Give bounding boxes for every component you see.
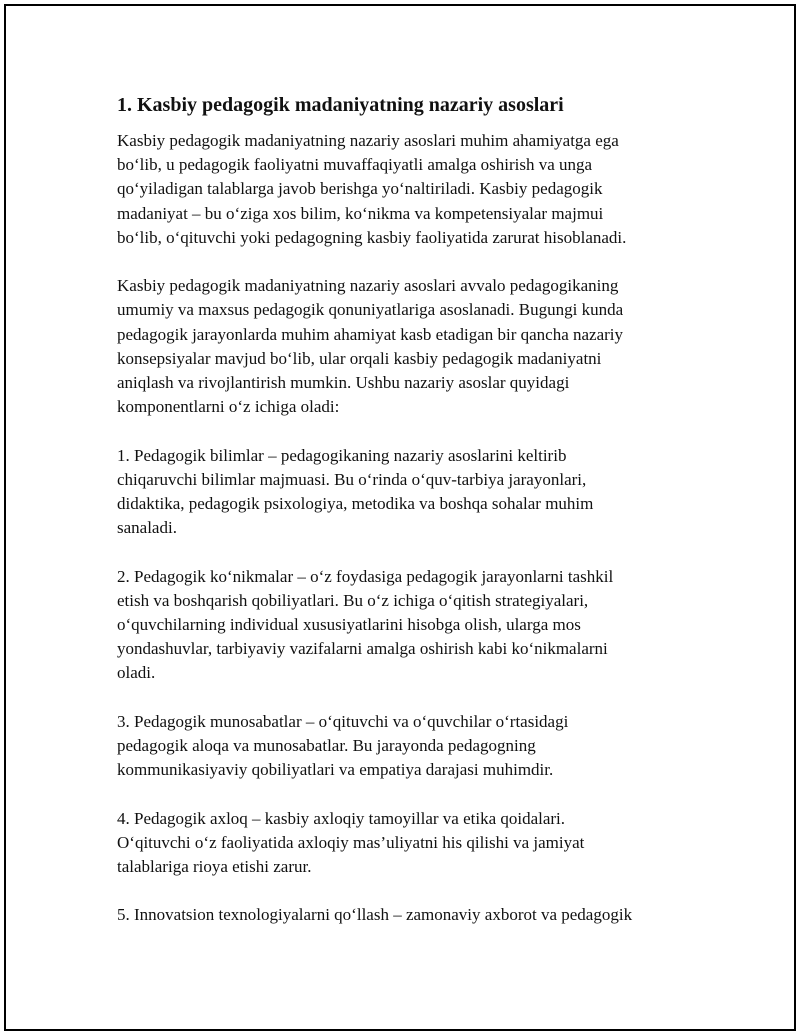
list-item-pedagogical-skills: 2. Pedagogik ko‘nikmalar – o‘z foydasiga pedagogik jarayonlarni tashkil etish va boshqarish qobiliyatlari. Bu o‘z ichiga o‘qitish strategiyalari, o‘quvchilarning individual xususiyatlarini hisobga olish, ularga mos yondashuvlar, tarbiyaviy vazifalarni amalga oshirish kabi ko‘nikmalarni oladi.	[117, 566, 614, 683]
list-item-pedagogical-relations: 3. Pedagogik munosabatlar – o‘qituvchi va o‘quvchilar o‘rtasidagi pedagogik aloqa va munosabatlar. Bu jarayonda pedagogning kommunikasiyaviy qobiliyatlari va empatiya darajasi muhimdir.	[117, 711, 569, 780]
document-body	[117, 92, 697, 952]
paragraph-intro: Kasbiy pedagogik madaniyatning nazariy asoslari muhim ahamiyatga ega bo‘lib, u pedagogik faoliyatni muvaffaqiyatli amalga oshirish va unga qo‘yiladigan talablarga javob berishga yo‘naltiriladi. Kasbiy pedagogik madaniyat – bu o‘ziga xos bilim, ko‘nikma va kompetensiyalar majmui bo‘lib, o‘qituvchi yoki pedagogning kasbiy faoliyatida zarurat hisoblanadi.	[117, 131, 627, 247]
list-item-pedagogical-ethics: 4. Pedagogik axloq – kasbiy axloqiy tamoyillar va etika qoidalari. O‘qituvchi o‘z faoliyatida axloqiy mas’uliyatni his qilishi va jamiyat talablariga rioya etishi zarur.	[117, 808, 585, 877]
paragraph-foundations: Kasbiy pedagogik madaniyatning nazariy asoslari avvalo pedagogikaning umumiy va maxsus pedagogik qonuniyatlariga asoslanadi. Bugungi kunda pedagogik jarayonlarda muhim ahamiyat kasb etadigan bir qancha nazariy konsepsiyalar mavjud bo‘lib, ular orqali kasbiy pedagogik madaniyatni aniqlash va rivojlantirish mumkin. Ushbu nazariy asoslar quyidagi komponentlarni o‘z ichiga oladi:	[117, 276, 624, 417]
section-heading: 1. Kasbiy pedagogik madaniyatning nazariy asoslari	[117, 94, 564, 116]
list-item-innovative-technologies: 5. Innovatsion texnologiyalarni qo‘llash – zamonaviy axborot va pedagogik	[117, 905, 633, 925]
list-item-pedagogical-knowledge: 1. Pedagogik bilimlar – pedagogikaning nazariy asoslarini keltirib chiqaruvchi bilimlar majmuasi. Bu o‘rinda o‘quv-tarbiya jarayonlari, didaktika, pedagogik psixologiya, metodika va boshqa sohalar muhim sanaladi.	[117, 445, 594, 538]
